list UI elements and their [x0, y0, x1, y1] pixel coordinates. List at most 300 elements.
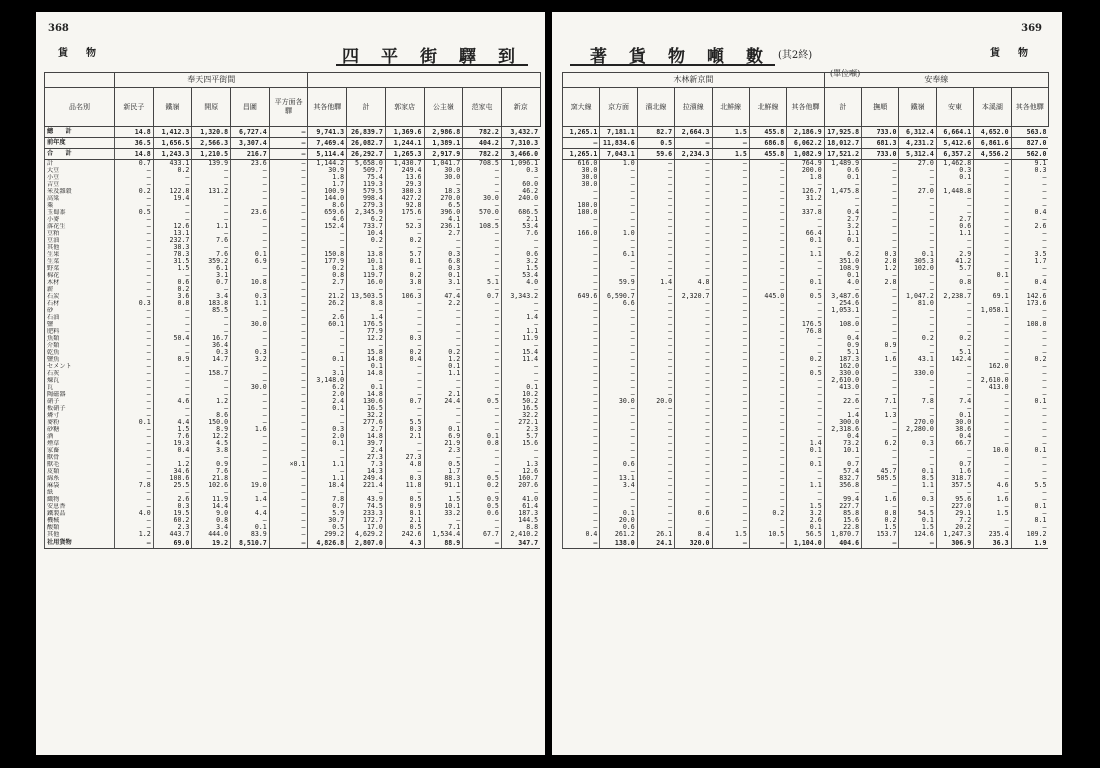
data-cell: 21.9 [424, 440, 463, 447]
data-cell: — [463, 447, 502, 454]
data-cell: — [600, 370, 637, 377]
data-cell: — [192, 314, 231, 321]
data-cell: — [269, 482, 308, 489]
data-cell: — [936, 489, 973, 496]
group-header: 安奉線 [824, 73, 1048, 88]
data-cell: 7,043.1 [600, 149, 637, 160]
row-label: 前年度 [45, 138, 115, 149]
data-cell: — [787, 272, 824, 279]
data-cell: 200.0 [787, 167, 824, 174]
data-cell: — [600, 426, 637, 433]
data-cell: — [269, 216, 308, 223]
table-row [45, 363, 541, 370]
data-cell: 3.1 [192, 272, 231, 279]
data-cell: — [153, 454, 192, 461]
data-cell: — [269, 503, 308, 510]
data-cell: 1.0 [600, 160, 637, 168]
data-cell: 172.7 [347, 517, 386, 524]
data-cell: — [600, 174, 637, 181]
table-row [45, 265, 541, 272]
data-cell: — [153, 489, 192, 496]
data-cell: — [115, 370, 154, 377]
table-row [45, 384, 541, 391]
data-cell: — [600, 405, 637, 412]
data-cell: 12.6 [153, 223, 192, 230]
data-cell: — [115, 398, 154, 405]
data-cell: — [675, 405, 712, 412]
data-cell: 5.7 [501, 433, 540, 440]
data-cell: 5.1 [824, 349, 861, 356]
data-cell: — [269, 496, 308, 503]
data-cell: — [463, 356, 502, 363]
data-cell: 0.1 [787, 279, 824, 286]
data-cell: 0.5 [787, 293, 824, 300]
data-cell: — [501, 377, 540, 384]
table-row [45, 489, 541, 496]
data-cell: 126.7 [787, 188, 824, 195]
data-cell: — [862, 538, 899, 549]
data-cell: 2.8 [862, 258, 899, 265]
data-cell: 22.8 [824, 524, 861, 531]
data-cell: 2,345.9 [347, 209, 386, 216]
data-cell: 12.6 [501, 468, 540, 475]
data-cell: — [308, 342, 347, 349]
data-cell: — [153, 405, 192, 412]
data-cell: 16.5 [347, 405, 386, 412]
data-cell: — [600, 496, 637, 503]
data-cell: 2.6 [1011, 223, 1048, 230]
data-cell: 139.9 [192, 160, 231, 168]
data-cell: — [675, 223, 712, 230]
data-cell: — [563, 496, 600, 503]
blank-cell [45, 73, 115, 88]
data-cell: — [675, 440, 712, 447]
data-cell: 15.4 [501, 349, 540, 356]
data-cell: — [862, 307, 899, 314]
table-row [563, 321, 1049, 328]
data-cell: — [153, 202, 192, 209]
data-cell: — [824, 202, 861, 209]
data-cell: — [600, 447, 637, 454]
data-cell: — [899, 349, 936, 356]
data-cell: — [153, 272, 192, 279]
table-row [563, 300, 1049, 307]
row-label: 豆油 [45, 237, 115, 244]
data-cell: 0.8 [936, 279, 973, 286]
data-cell: — [974, 335, 1011, 342]
data-cell: 1.5 [501, 265, 540, 272]
data-cell: 7.2 [936, 517, 973, 524]
data-cell: 4.1 [424, 216, 463, 223]
data-cell: 36.3 [974, 538, 1011, 549]
data-cell: — [936, 181, 973, 188]
data-cell: 0.3 [862, 251, 899, 258]
data-cell: — [600, 468, 637, 475]
table-row [563, 433, 1049, 440]
data-cell: — [787, 223, 824, 230]
data-cell: — [231, 328, 270, 335]
data-cell: 0.2 [749, 510, 786, 517]
row-label: 煙草 [45, 440, 115, 447]
data-cell: 5.9 [308, 510, 347, 517]
data-cell: — [712, 160, 749, 168]
data-cell: 16.7 [192, 335, 231, 342]
data-cell: — [231, 440, 270, 447]
row-label: 石材 [45, 300, 115, 307]
data-cell: 2,986.8 [424, 127, 463, 138]
left-page [36, 12, 545, 755]
data-cell: 29.3 [385, 181, 424, 188]
data-cell: 2,280.0 [899, 426, 936, 433]
data-cell: — [501, 342, 540, 349]
row-label: 綿糸 [45, 475, 115, 482]
data-cell: 1.4 [637, 279, 674, 286]
data-cell: 2.1 [501, 216, 540, 223]
data-cell: — [153, 328, 192, 335]
column-header: 其各他驛 [1011, 88, 1048, 127]
data-cell: 4.0 [824, 279, 861, 286]
data-cell: — [600, 377, 637, 384]
data-cell: 69.1 [974, 293, 1011, 300]
data-cell: — [675, 482, 712, 489]
data-cell: — [675, 167, 712, 174]
data-cell: — [1011, 489, 1048, 496]
data-cell: — [974, 517, 1011, 524]
data-cell: 0.7 [308, 503, 347, 510]
data-cell: 30.0 [424, 167, 463, 174]
data-cell: 95.6 [936, 496, 973, 503]
data-cell: 12.2 [347, 335, 386, 342]
data-cell: — [153, 349, 192, 356]
data-cell: — [974, 342, 1011, 349]
data-cell: 0.3 [424, 251, 463, 258]
data-cell: — [974, 188, 1011, 195]
data-cell: — [385, 216, 424, 223]
data-cell: 0.3 [308, 426, 347, 433]
data-cell: — [749, 405, 786, 412]
data-cell: 357.5 [936, 482, 973, 489]
data-cell: 18.4 [308, 482, 347, 489]
data-cell: — [1011, 216, 1048, 223]
data-cell: — [862, 202, 899, 209]
data-cell: 6,357.2 [936, 149, 973, 160]
data-cell: — [862, 391, 899, 398]
data-cell: — [974, 391, 1011, 398]
data-cell: — [862, 363, 899, 370]
data-cell: — [231, 223, 270, 230]
data-cell: 221.4 [347, 482, 386, 489]
data-cell: 60.1 [308, 321, 347, 328]
data-cell: — [862, 286, 899, 293]
data-cell: 2.0 [308, 391, 347, 398]
data-cell: 4.5 [192, 440, 231, 447]
data-cell: — [424, 307, 463, 314]
data-cell: 11.9 [501, 335, 540, 342]
data-cell: — [563, 524, 600, 531]
data-cell: — [463, 405, 502, 412]
data-cell: — [1011, 426, 1048, 433]
data-cell: 176.5 [787, 321, 824, 328]
data-cell: — [1011, 384, 1048, 391]
data-cell: — [974, 349, 1011, 356]
data-cell: 30.0 [563, 174, 600, 181]
data-cell: — [463, 468, 502, 475]
data-cell: — [424, 181, 463, 188]
data-cell: — [936, 454, 973, 461]
data-cell: — [115, 405, 154, 412]
column-header: 本溪湖 [974, 88, 1011, 127]
data-cell: — [675, 517, 712, 524]
data-cell: — [269, 188, 308, 195]
row-label: 社用貨物 [45, 538, 115, 549]
table-row [45, 188, 541, 195]
data-cell: 59.9 [600, 279, 637, 286]
data-cell: — [862, 300, 899, 307]
data-cell: 39.7 [347, 440, 386, 447]
data-cell: 177.9 [308, 258, 347, 265]
data-cell: — [787, 307, 824, 314]
data-cell: 166.0 [563, 230, 600, 237]
table-row [45, 342, 541, 349]
data-cell: — [936, 370, 973, 377]
data-cell: 153.7 [862, 531, 899, 538]
data-cell: — [675, 138, 712, 149]
data-cell: 396.0 [424, 209, 463, 216]
data-cell: 30.7 [308, 517, 347, 524]
data-cell: — [269, 202, 308, 209]
page-number: 369 [1021, 23, 1042, 34]
data-cell: 14.8 [347, 433, 386, 440]
data-cell: 0.4 [936, 433, 973, 440]
data-cell: 207.6 [501, 482, 540, 489]
data-cell: — [563, 314, 600, 321]
data-cell: 998.4 [347, 195, 386, 202]
data-cell: 0.8 [463, 440, 502, 447]
data-cell: — [675, 475, 712, 482]
data-cell: — [231, 265, 270, 272]
data-cell: — [563, 419, 600, 426]
table-row [45, 510, 541, 517]
data-cell: 4.8 [675, 279, 712, 286]
data-cell: — [153, 377, 192, 384]
column-header: 范家屯 [463, 88, 502, 127]
data-cell: 30.0 [600, 398, 637, 405]
data-cell: — [862, 461, 899, 468]
data-cell: — [675, 251, 712, 258]
data-cell: 38.3 [153, 244, 192, 251]
data-cell: 2,234.3 [675, 149, 712, 160]
data-cell: 56.5 [787, 531, 824, 538]
data-cell: 444.0 [192, 531, 231, 538]
data-cell: 15.8 [347, 349, 386, 356]
data-cell: 2.6 [787, 517, 824, 524]
data-cell: — [463, 489, 502, 496]
data-cell: — [675, 412, 712, 419]
data-cell: 233.3 [347, 510, 386, 517]
data-cell: — [675, 244, 712, 251]
data-cell: 17.0 [347, 524, 386, 531]
data-cell: 20.0 [637, 398, 674, 405]
data-cell: — [115, 167, 154, 174]
data-cell: 0.5 [637, 138, 674, 149]
data-cell: — [637, 349, 674, 356]
data-cell: — [936, 342, 973, 349]
data-cell: 91.1 [424, 482, 463, 489]
data-cell: — [115, 216, 154, 223]
data-cell: — [899, 314, 936, 321]
data-cell: 0.1 [501, 384, 540, 391]
table-row [45, 279, 541, 286]
data-cell: 0.1 [308, 440, 347, 447]
data-cell: 0.4 [1011, 279, 1048, 286]
data-cell: — [115, 538, 154, 549]
data-cell: 2,566.3 [192, 138, 231, 149]
data-cell: — [936, 363, 973, 370]
data-cell: 2,410.2 [501, 531, 540, 538]
data-cell: 1.1 [501, 328, 540, 335]
table-row [45, 237, 541, 244]
data-cell: — [308, 307, 347, 314]
data-cell: 41.2 [936, 258, 973, 265]
data-cell: 14.7 [192, 356, 231, 363]
data-cell: 562.0 [1011, 149, 1048, 160]
row-label: 家畜 [45, 447, 115, 454]
data-cell: 1,412.3 [153, 127, 192, 138]
data-cell: — [501, 307, 540, 314]
data-cell: — [463, 377, 502, 384]
data-cell: 5,114.4 [308, 149, 347, 160]
data-cell: — [787, 419, 824, 426]
data-cell: 73.2 [824, 440, 861, 447]
table-row [563, 286, 1049, 293]
data-cell: — [637, 328, 674, 335]
table-row [45, 202, 541, 209]
data-cell: — [637, 160, 674, 168]
row-label: 落花生 [45, 223, 115, 230]
data-cell: — [385, 244, 424, 251]
data-cell: 108.9 [824, 265, 861, 272]
data-cell: 21.2 [308, 293, 347, 300]
data-cell: — [153, 321, 192, 328]
data-cell: 3.8 [385, 279, 424, 286]
data-cell: — [637, 286, 674, 293]
data-cell: 17,521.2 [824, 149, 861, 160]
data-cell: — [231, 202, 270, 209]
data-cell: — [787, 216, 824, 223]
data-cell: — [231, 230, 270, 237]
data-cell: — [231, 405, 270, 412]
row-label: 麻袋 [45, 482, 115, 489]
data-cell: — [675, 461, 712, 468]
data-cell: — [637, 384, 674, 391]
data-cell: 10.1 [347, 258, 386, 265]
data-cell: 2,610.0 [824, 377, 861, 384]
table-row [563, 405, 1049, 412]
data-cell: — [115, 384, 154, 391]
data-cell: — [936, 307, 973, 314]
data-cell: 4.6 [308, 216, 347, 223]
column-header: 北鮮線 [712, 88, 749, 127]
data-cell: 0.1 [787, 524, 824, 531]
data-cell: 60.0 [501, 181, 540, 188]
data-cell: — [712, 335, 749, 342]
data-cell: — [115, 251, 154, 258]
data-cell: — [749, 251, 786, 258]
data-cell: — [308, 447, 347, 454]
table-row [563, 251, 1049, 258]
data-cell: — [600, 181, 637, 188]
data-cell: 7.6 [192, 237, 231, 244]
data-cell: — [269, 209, 308, 216]
row-label: セメント [45, 363, 115, 370]
data-cell: — [231, 517, 270, 524]
data-cell: 130.6 [347, 398, 386, 405]
data-cell: — [899, 412, 936, 419]
data-cell: — [787, 342, 824, 349]
data-cell: — [463, 258, 502, 265]
data-cell: — [675, 503, 712, 510]
data-cell: — [637, 496, 674, 503]
data-cell: 261.2 [600, 531, 637, 538]
data-cell: — [675, 181, 712, 188]
data-cell: 108.0 [1011, 321, 1048, 328]
table-row [45, 160, 541, 168]
data-cell: 22.6 [824, 398, 861, 405]
data-cell: — [269, 195, 308, 202]
data-cell: — [153, 412, 192, 419]
table-row [563, 482, 1049, 489]
data-cell: — [501, 321, 540, 328]
data-cell: 19.3 [153, 440, 192, 447]
data-cell: — [675, 265, 712, 272]
data-cell: 356.8 [824, 482, 861, 489]
table-row [563, 188, 1049, 195]
row-label: 高粱 [45, 195, 115, 202]
data-cell: — [600, 223, 637, 230]
data-cell: — [269, 300, 308, 307]
data-cell: 19.5 [153, 510, 192, 517]
data-cell: — [463, 174, 502, 181]
data-cell: 6.6 [600, 300, 637, 307]
data-cell: — [115, 412, 154, 419]
data-cell: 1.3 [501, 461, 540, 468]
data-cell: 57.4 [824, 468, 861, 475]
data-cell: 6.8 [424, 258, 463, 265]
data-cell: — [115, 223, 154, 230]
row-label: 吉豆 [45, 181, 115, 188]
data-cell: — [192, 230, 231, 237]
data-cell: 1.1 [824, 230, 861, 237]
data-cell: — [712, 405, 749, 412]
data-cell: — [637, 202, 674, 209]
data-cell: — [385, 230, 424, 237]
data-cell: — [424, 405, 463, 412]
table-row [45, 209, 541, 216]
data-cell: — [463, 251, 502, 258]
data-cell: 1.1 [231, 300, 270, 307]
data-cell: 30.0 [231, 321, 270, 328]
data-cell: 1.2 [192, 398, 231, 405]
data-cell: — [269, 286, 308, 293]
data-cell: 12.2 [192, 433, 231, 440]
data-cell: 1.1 [308, 461, 347, 468]
data-cell: 30.0 [231, 384, 270, 391]
data-cell: — [153, 174, 192, 181]
row-label: 紙 [45, 489, 115, 496]
table-row [563, 503, 1049, 510]
data-cell: — [269, 321, 308, 328]
row-label: 砂糖 [45, 426, 115, 433]
